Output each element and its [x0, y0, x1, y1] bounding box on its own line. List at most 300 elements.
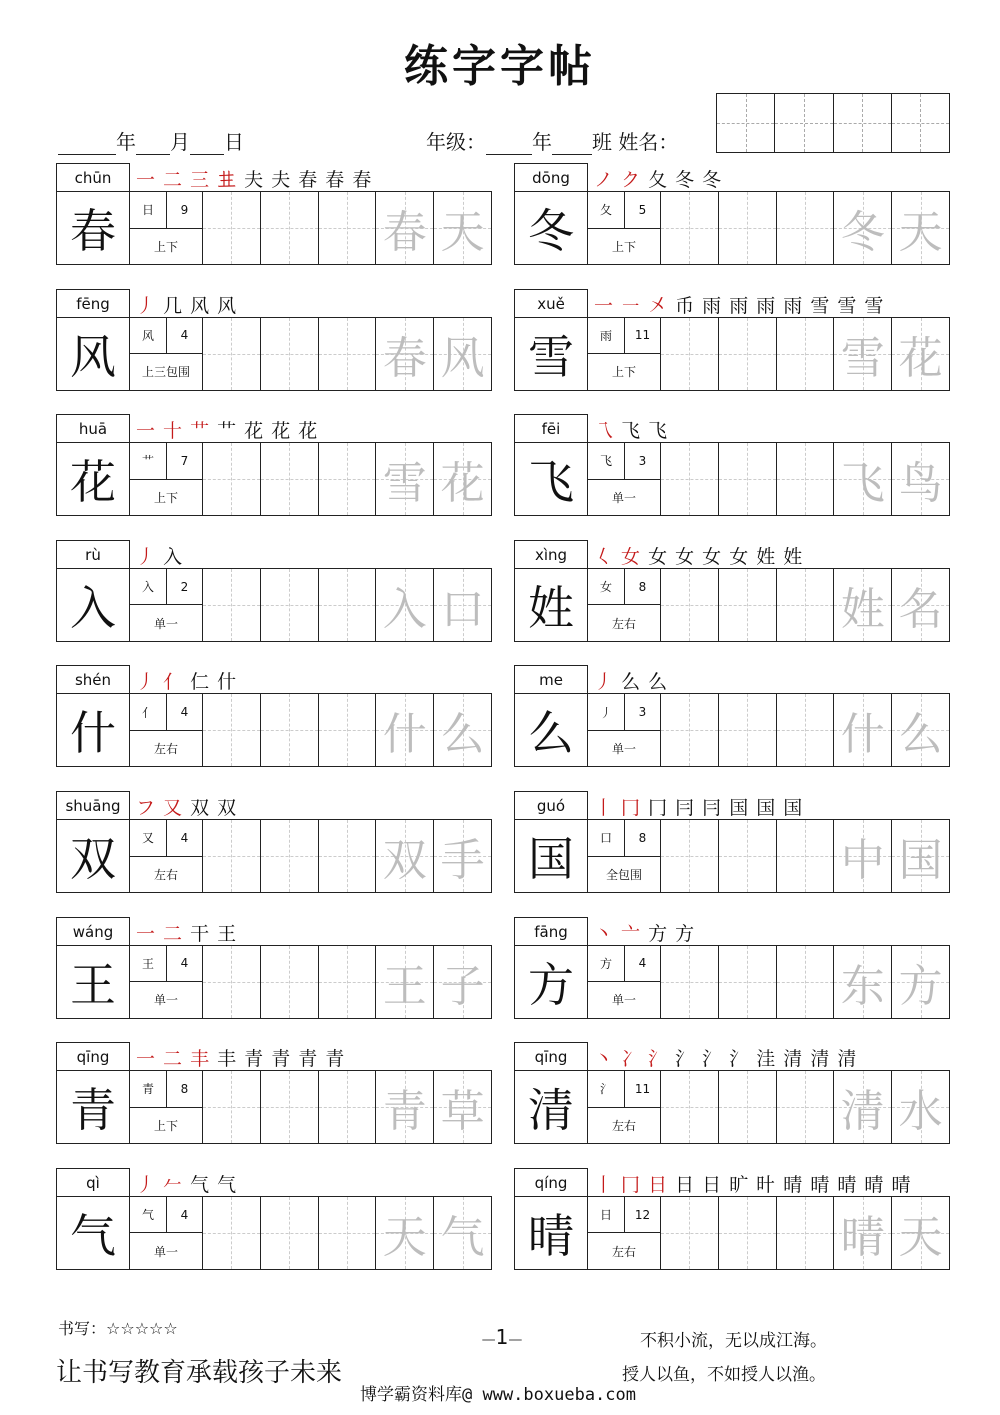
structure: 上下	[611, 365, 636, 380]
practice-card	[56, 414, 492, 524]
stroke-order-rest: 飞 飞	[621, 420, 669, 443]
trace-word-cell[interactable]	[834, 569, 892, 641]
practice-row	[514, 819, 950, 893]
writing-cell[interactable]	[661, 443, 719, 515]
writing-cell[interactable]	[319, 443, 377, 515]
trace-word-char: 鸟	[898, 458, 943, 510]
practice-card	[56, 163, 492, 273]
writing-cell[interactable]	[719, 569, 777, 641]
pinyin: qīng	[514, 1042, 588, 1071]
structure: 上下	[153, 490, 178, 505]
page-number	[472, 1325, 532, 1349]
model-character: 方	[515, 946, 588, 1018]
pinyin: wáng	[56, 917, 130, 946]
writing-cell[interactable]	[319, 192, 377, 264]
trace-word-char: 中	[840, 835, 885, 886]
structure: 单一	[611, 490, 636, 505]
quote-2: 授人以鱼，不如授人以渔。	[622, 1365, 826, 1385]
practice-row	[514, 191, 950, 265]
radical: 风	[130, 318, 167, 354]
char-info	[130, 569, 203, 641]
trace-word-cell[interactable]	[434, 946, 491, 1018]
grade-label: 年级：	[426, 130, 486, 154]
trace-word-cell[interactable]	[892, 443, 949, 515]
pinyin: fēng	[56, 289, 130, 318]
writing-cell[interactable]	[777, 1071, 835, 1143]
name-box[interactable]	[834, 94, 892, 152]
stroke-order-first: 丿 亻	[136, 671, 184, 694]
stroke-count: 11	[634, 328, 651, 343]
trace-word-cell[interactable]	[892, 820, 949, 892]
name-box[interactable]	[775, 94, 833, 152]
trace-word-cell[interactable]	[834, 192, 892, 264]
structure: 单一	[153, 1244, 178, 1259]
stroke-order	[136, 667, 237, 694]
model-character: 双	[57, 820, 130, 892]
practice-row	[514, 1070, 950, 1144]
stroke-count: 8	[180, 1081, 189, 1096]
structure: 单一	[153, 616, 178, 631]
stroke-order-first: 一 十 艹	[136, 420, 211, 443]
practice-card	[514, 665, 950, 775]
trace-word-cell[interactable]	[834, 318, 892, 390]
practice-card	[56, 1168, 492, 1278]
trace-word-cell[interactable]	[376, 820, 434, 892]
practice-card	[56, 1042, 492, 1152]
stroke-count: 3	[638, 705, 647, 720]
structure: 左右	[153, 867, 178, 882]
writing-cell[interactable]	[777, 318, 835, 390]
trace-word-char: 气	[440, 1211, 485, 1263]
trace-word-cell[interactable]	[434, 820, 491, 892]
quote-1: 不积小流，无以成江海。	[640, 1331, 827, 1351]
writing-cell[interactable]	[719, 820, 777, 892]
writing-cell[interactable]	[777, 1197, 835, 1269]
radical: 王	[130, 946, 167, 982]
stroke-order	[594, 919, 695, 946]
stroke-order-rest: 夂 冬 冬	[648, 169, 723, 191]
trace-word-cell[interactable]	[892, 946, 949, 1018]
pinyin: fēi	[514, 414, 588, 443]
trace-word-cell[interactable]	[376, 192, 434, 264]
stroke-count: 2	[180, 579, 189, 594]
practice-card	[56, 917, 492, 1027]
stroke-order	[136, 291, 237, 318]
stroke-order-rest: 入	[163, 545, 184, 568]
writing-cell[interactable]	[661, 192, 719, 264]
stroke-order-first: 一 ㇐ 㐅	[594, 294, 669, 317]
writing-cell[interactable]	[719, 1197, 777, 1269]
stroke-count: 3	[638, 453, 647, 468]
radical: 夂	[588, 192, 625, 228]
structure: 左右	[153, 742, 178, 757]
radical: 氵	[588, 1071, 625, 1107]
practice-card	[56, 289, 492, 399]
char-info	[130, 694, 203, 766]
trace-word-char: 春	[382, 332, 427, 384]
writing-cell[interactable]	[261, 192, 319, 264]
char-info	[588, 946, 661, 1018]
radical: 方	[588, 946, 625, 982]
stroke-order-rest: 方 方	[648, 922, 696, 945]
structure: 上下	[153, 1118, 178, 1133]
trace-word-cell[interactable]	[376, 1071, 434, 1143]
trace-word-char: 王	[382, 960, 427, 1012]
stroke-count: 9	[180, 202, 189, 217]
stroke-count: 12	[634, 1207, 651, 1222]
writing-cell[interactable]	[777, 820, 835, 892]
writing-cell[interactable]	[319, 318, 377, 390]
radical: 青	[130, 1071, 167, 1107]
day-label: 日	[224, 130, 244, 154]
stroke-order-first: フ 又	[136, 797, 184, 819]
trace-word-char: 飞	[840, 458, 885, 510]
trace-word-cell[interactable]	[892, 1071, 949, 1143]
stroke-count: 4	[180, 1207, 189, 1222]
writing-cell[interactable]	[661, 946, 719, 1018]
month-blank[interactable]	[136, 134, 170, 155]
pinyin: dōng	[514, 163, 588, 192]
radical: 亻	[130, 694, 167, 730]
pinyin: qì	[56, 1168, 130, 1197]
stroke-order-rest: 气 气	[190, 1173, 238, 1196]
trace-word-cell[interactable]	[376, 443, 434, 515]
stroke-count: 4	[180, 956, 189, 971]
writing-cell[interactable]	[319, 1071, 377, 1143]
writing-cell[interactable]	[319, 1197, 377, 1269]
writing-cell[interactable]	[661, 694, 719, 766]
writing-cell[interactable]	[661, 820, 719, 892]
structure: 全包围	[605, 867, 642, 882]
class-blank[interactable]	[552, 134, 592, 155]
trace-word-cell[interactable]	[834, 820, 892, 892]
stroke-order	[594, 667, 668, 694]
grade-blank[interactable]	[486, 134, 532, 155]
name-box[interactable]	[717, 94, 775, 152]
model-character: 冬	[515, 192, 588, 264]
writing-cell[interactable]	[203, 318, 261, 390]
structure: 左右	[611, 616, 636, 631]
structure: 左右	[611, 1118, 636, 1133]
trace-word-cell[interactable]	[892, 1197, 949, 1269]
stroke-count: 4	[180, 830, 189, 845]
stroke-count: 5	[638, 202, 647, 217]
stroke-order-first: 丿 𠂉	[136, 1173, 184, 1196]
trace-word-char: 天	[382, 1211, 427, 1263]
trace-word-cell[interactable]	[376, 569, 434, 641]
trace-word-cell[interactable]	[434, 1197, 491, 1269]
pinyin: huā	[56, 414, 130, 443]
writing-cell[interactable]	[777, 192, 835, 264]
char-info	[130, 1197, 203, 1269]
writing-cell[interactable]	[261, 820, 319, 892]
stroke-order-rest: 氵 氵 氵 洼 清 清 清	[675, 1048, 858, 1071]
pinyin: me	[514, 665, 588, 694]
trace-word-cell[interactable]	[434, 569, 491, 641]
stroke-count: 8	[638, 579, 647, 594]
writing-cell[interactable]	[319, 569, 377, 641]
practice-card	[514, 414, 950, 524]
radical: 又	[130, 820, 167, 856]
radical: 飞	[588, 443, 625, 479]
practice-card	[514, 163, 950, 273]
writing-cell[interactable]	[719, 946, 777, 1018]
writing-cell[interactable]	[719, 318, 777, 390]
stroke-order-rest: 丰 青 青 青 青	[217, 1048, 346, 1071]
trace-word-char: 天	[440, 207, 485, 258]
stroke-order-rest: 双 双	[190, 797, 238, 819]
trace-word-cell[interactable]	[434, 443, 491, 515]
model-character: 入	[57, 569, 130, 641]
char-info	[130, 1071, 203, 1143]
practice-row	[514, 568, 950, 642]
writing-cell[interactable]	[719, 443, 777, 515]
year-label: 年	[116, 130, 136, 154]
writing-cell[interactable]	[261, 1197, 319, 1269]
writing-cell[interactable]	[777, 443, 835, 515]
grade-line	[426, 126, 678, 155]
trace-word-char: 什	[840, 709, 885, 761]
char-info	[588, 1197, 661, 1269]
trace-word-cell[interactable]	[892, 569, 949, 641]
practice-card	[56, 791, 492, 901]
radical: 雨	[588, 318, 625, 354]
page-number-value: 1	[495, 1325, 509, 1349]
model-character: 清	[515, 1071, 588, 1143]
model-character: 青	[57, 1071, 130, 1143]
trace-word-cell[interactable]	[434, 694, 491, 766]
model-character: 什	[57, 694, 130, 766]
stroke-order-first: 丿	[136, 294, 157, 317]
trace-word-char: 水	[898, 1086, 943, 1138]
writing-cell[interactable]	[261, 694, 319, 766]
writing-cell[interactable]	[319, 946, 377, 1018]
writing-cell[interactable]	[719, 192, 777, 264]
model-character: 晴	[515, 1197, 588, 1269]
writing-cell[interactable]	[777, 694, 835, 766]
rating-text: 书写：☆☆☆☆☆	[58, 1319, 178, 1338]
stroke-order-first: 丨 冂	[594, 797, 642, 819]
class-label: 班	[592, 130, 612, 154]
trace-word-cell[interactable]	[434, 318, 491, 390]
model-character: 姓	[515, 569, 588, 641]
writing-cell[interactable]	[777, 946, 835, 1018]
trace-word-char: 东	[840, 960, 885, 1012]
pinyin: rù	[56, 540, 130, 569]
writing-cell[interactable]	[261, 1071, 319, 1143]
stroke-order	[594, 542, 803, 569]
model-character: 王	[57, 946, 130, 1018]
pinyin: guó	[514, 791, 588, 820]
trace-word-char: 春	[382, 207, 427, 258]
watermark: 博学霸资料库@ www.boxueba.com	[360, 1385, 636, 1405]
practice-card	[514, 917, 950, 1027]
practice-row	[56, 191, 492, 265]
stroke-order-rest: 么 么	[621, 671, 669, 694]
trace-word-char: 双	[382, 835, 427, 886]
trace-word-cell[interactable]	[892, 318, 949, 390]
practice-card	[514, 540, 950, 650]
stroke-order	[594, 793, 803, 820]
radical: 丿	[588, 694, 625, 730]
model-character: 飞	[515, 443, 588, 515]
stroke-count: 11	[634, 1081, 651, 1096]
writing-cell[interactable]	[661, 318, 719, 390]
stroke-order-first: 丶 亠	[594, 922, 642, 945]
writing-cell[interactable]	[319, 694, 377, 766]
model-character: 国	[515, 820, 588, 892]
pinyin: qíng	[514, 1168, 588, 1197]
practice-row	[514, 442, 950, 516]
radical: 女	[588, 569, 625, 605]
char-info	[130, 192, 203, 264]
stroke-order	[594, 1170, 911, 1197]
practice-row	[514, 317, 950, 391]
stroke-order-first: 丿	[594, 671, 615, 694]
char-info	[588, 443, 661, 515]
char-info	[588, 694, 661, 766]
writing-cell[interactable]	[203, 569, 261, 641]
trace-word-cell[interactable]	[834, 443, 892, 515]
page-dash-icon: —	[481, 1332, 496, 1348]
pinyin: qīng	[56, 1042, 130, 1071]
practice-card	[514, 289, 950, 399]
trace-word-char: 雪	[840, 332, 885, 384]
practice-row	[56, 1196, 492, 1270]
writing-cell[interactable]	[203, 443, 261, 515]
trace-word-cell[interactable]	[434, 1071, 491, 1143]
trace-word-cell[interactable]	[834, 946, 892, 1018]
trace-word-cell[interactable]	[376, 946, 434, 1018]
stroke-order-rest: 干 王	[190, 922, 238, 945]
stroke-order-rest: 女 女 女 女 姓 姓	[648, 545, 804, 568]
stroke-order	[136, 1170, 237, 1197]
writing-cell[interactable]	[777, 569, 835, 641]
stroke-order	[136, 793, 237, 820]
practice-row	[56, 693, 492, 767]
stroke-order-rest: 艹 花 花 花	[217, 420, 319, 443]
char-info	[588, 569, 661, 641]
structure: 上下	[611, 239, 636, 254]
char-info	[130, 820, 203, 892]
stroke-order-rest: 几 风 风	[163, 294, 238, 317]
char-info	[588, 820, 661, 892]
structure: 单一	[611, 742, 636, 757]
structure: 上三包围	[141, 365, 190, 380]
trace-word-char: 子	[440, 960, 485, 1012]
practice-row	[56, 1070, 492, 1144]
writing-cell[interactable]	[203, 694, 261, 766]
writing-cell[interactable]	[261, 946, 319, 1018]
trace-word-cell[interactable]	[434, 192, 491, 264]
trace-word-cell[interactable]	[376, 694, 434, 766]
practice-card	[56, 540, 492, 650]
page-title: 练字字帖	[404, 41, 596, 92]
stroke-order	[136, 165, 372, 192]
trace-word-cell[interactable]	[892, 694, 949, 766]
stroke-order	[594, 165, 722, 192]
stroke-order-rest: 冂 冃 冃 国 国 国	[648, 797, 804, 819]
writing-cell[interactable]	[203, 820, 261, 892]
practice-row	[56, 945, 492, 1019]
stroke-order-rest: 日 日 旷 旪 晴 晴 晴 晴 晴	[675, 1173, 912, 1196]
practice-row	[514, 1196, 950, 1270]
radical: 日	[130, 192, 167, 228]
trace-word-cell[interactable]	[834, 1197, 892, 1269]
stroke-order-first: 丿	[136, 545, 157, 568]
structure: 单一	[611, 993, 636, 1008]
writing-cell[interactable]	[319, 820, 377, 892]
writing-cell[interactable]	[661, 1197, 719, 1269]
year-blank[interactable]	[58, 134, 116, 155]
stroke-order-first: 一 二	[136, 922, 184, 945]
pinyin: xìng	[514, 540, 588, 569]
trace-word-cell[interactable]	[376, 318, 434, 390]
pinyin: shuāng	[56, 791, 130, 820]
name-boxes[interactable]	[716, 93, 950, 153]
writing-cell[interactable]	[261, 318, 319, 390]
writing-cell[interactable]	[261, 443, 319, 515]
radical: 口	[588, 820, 625, 856]
slogan: 让书写教育承载孩子未来	[56, 1358, 343, 1388]
stroke-count: 4	[180, 328, 189, 343]
writing-cell[interactable]	[203, 1071, 261, 1143]
writing-cell[interactable]	[719, 694, 777, 766]
stroke-order-first: 𡿨 女	[594, 545, 642, 568]
writing-cell[interactable]	[203, 1197, 261, 1269]
stroke-count: 8	[638, 830, 647, 845]
trace-word-char: 么	[440, 709, 485, 761]
pinyin: xuě	[514, 289, 588, 318]
name-box[interactable]	[892, 94, 949, 152]
trace-word-char: 天	[898, 207, 943, 258]
practice-row	[56, 568, 492, 642]
month-label: 月	[170, 130, 190, 154]
trace-word-char: 方	[898, 960, 943, 1012]
trace-word-char: 口	[440, 583, 485, 635]
pinyin: chūn	[56, 163, 130, 192]
trace-word-char: 么	[898, 709, 943, 761]
trace-word-cell[interactable]	[892, 192, 949, 264]
char-info	[588, 1071, 661, 1143]
stroke-order	[136, 416, 318, 443]
pinyin: fāng	[514, 917, 588, 946]
model-character: 么	[515, 694, 588, 766]
page-dash-icon: —	[508, 1332, 523, 1348]
writing-cell[interactable]	[203, 946, 261, 1018]
stroke-order-first: 丨 冂 日	[594, 1173, 669, 1196]
writing-cell[interactable]	[261, 569, 319, 641]
writing-cell[interactable]	[719, 1071, 777, 1143]
trace-word-cell[interactable]	[834, 694, 892, 766]
trace-word-char: 手	[440, 835, 485, 886]
radical: 入	[130, 569, 167, 605]
trace-word-char: 青	[382, 1086, 427, 1138]
stroke-order-first: 丶 冫 氵	[594, 1048, 669, 1071]
writing-cell[interactable]	[661, 1071, 719, 1143]
practice-card	[514, 1168, 950, 1278]
trace-word-char: 花	[440, 458, 485, 510]
trace-word-char: 草	[440, 1086, 485, 1138]
writing-cell[interactable]	[203, 192, 261, 264]
day-blank[interactable]	[190, 134, 224, 155]
trace-word-cell[interactable]	[376, 1197, 434, 1269]
writing-cell[interactable]	[661, 569, 719, 641]
structure: 单一	[153, 993, 178, 1008]
practice-row	[514, 693, 950, 767]
trace-word-cell[interactable]	[834, 1071, 892, 1143]
practice-card	[514, 1042, 950, 1152]
